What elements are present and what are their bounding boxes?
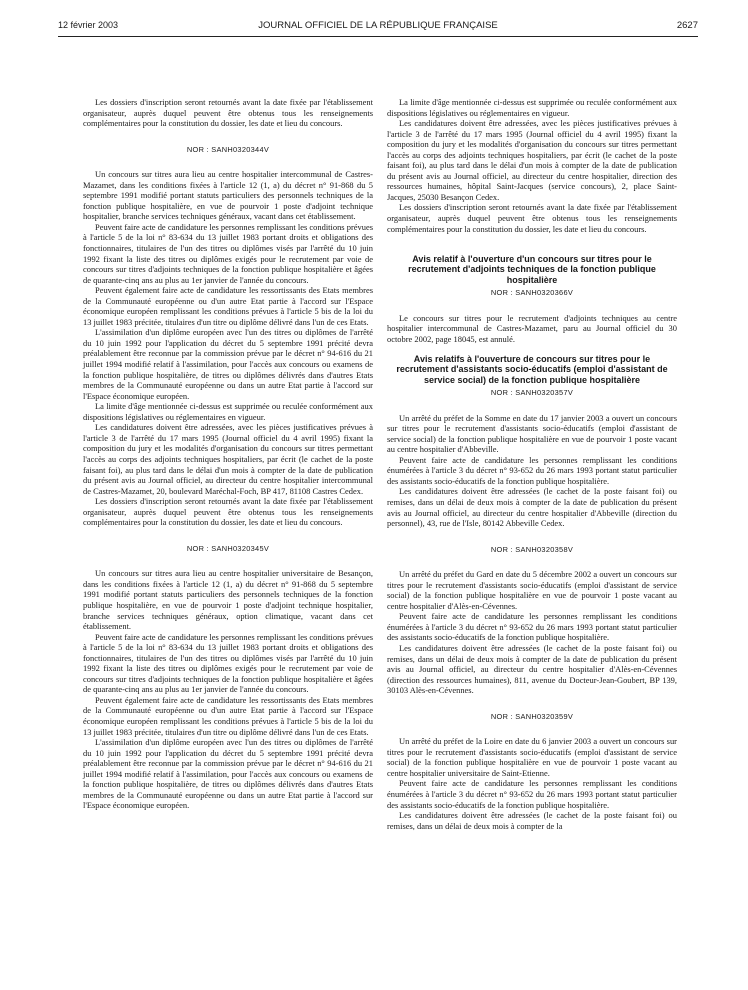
nor-reference: NOR : SANH0320366V	[490, 288, 574, 297]
paragraph: Peuvent également faire acte de candidature les ressortissants des Etats membres de la Communauté européenne ou d'un autre Etat partie à l'accord sur l'Espace économique européen remplissant les conditions prévues à l'article 5 bis de la loi du 13 juillet 1983 précitée, titulaires d'un titre ou diplôme délivré dans l'un de ces Etats.	[83, 694, 373, 737]
paragraph: Peuvent faire acte de candidature les personnes remplissant les conditions énumérées à l'article 3 du décret n° 93-652 du 26 mars 1993 portant statut particulier des assistants socio-éducatifs de la fonction publique hospitalière.	[387, 611, 677, 643]
paragraph: L'assimilation d'un diplôme européen avec l'un des titres ou diplômes de l'arrêté du 10 juin 1992 pour l'application du décret du 5 septembre 1991 précité devra préalablement être reconnue par la commission prévue par le décret n° 94-616 du 21 juillet 1994 modifié relatif à l'assimilation, pour l'accès aux concours ou examens de la fonction publique hospitalière, de titres ou diplômes délivrés dans d'autres Etats membres de la Communauté européenne ou dans un autre Etat partie à l'accord sur l'Espace économique européen.	[83, 327, 373, 401]
paragraph: Un concours sur titres aura lieu au centre hospitalier universitaire de Besançon, dans les conditions fixées à l'article 12 (1, a) du décret n° 91-868 du 5 septembre 1991 modifié portant statuts particuliers des personnels techniques de la fonction publique hospitalière, en vue de pourvoir 1 poste d'adjoint technique hospitalier, branche services techniques généraux, option climatique, vacant dans cet établissement.	[83, 568, 373, 632]
paragraph: Peuvent faire acte de candidature les personnes remplissant les conditions énumérées à l'article 3 du décret n° 93-652 du 26 mars 1993 portant statut particulier des assistants socio-éducatifs de la fonction publique hospitalière.	[387, 778, 677, 810]
left-column	[83, 97, 373, 811]
paragraph: Un arrêté du préfet de la Somme en date du 17 janvier 2003 a ouvert un concours sur titres pour le recrutement d'assistants socio-éducatifs (emploi d'assistant de service social) de la fonction publique hospitalière en vue de pourvoir 1 poste vacant au centre hospitalier d'Abbeville.	[387, 412, 677, 455]
nor-reference: NOR : SANH0320357V	[490, 388, 574, 398]
nor-reference: NOR : SANH0320358V	[490, 544, 574, 554]
notice-heading: Avis relatif à l'ouverture d'un concours sur titres pour le recrutement d'adjoints techniques de la fonction publique hospitalière	[408, 254, 656, 285]
nor-reference: NOR : SANH0320359V	[490, 711, 574, 721]
paragraph: La limite d'âge mentionnée ci-dessus est supprimée ou reculée conformément aux dispositions législatives ou réglementaires en vigueur.	[83, 401, 373, 422]
paragraph: Les candidatures doivent être adressées, avec les pièces justificatives prévues à l'article 3 de l'arrêté du 17 mars 1995 (Journal officiel du 4 avril 1995) fixant la composition du jury et les modalités d'organisation du concours sur titres permettant l'accès au corps des adjoints techniques hospitaliers, par écrit (le cachet de la poste faisant foi), au plus tard dans le délai d'un mois à compter de la date de publication du présent avis au Journal officiel, au directeur du centre hospitalier, direction des ressources humaines, hôpital Saint-Jacques (service concours), 2, place Saint-Jacques, 25030 Besançon Cedex.	[387, 118, 677, 202]
header-page-number: 2627	[676, 20, 698, 31]
page-header	[58, 20, 698, 37]
paragraph: Peuvent également faire acte de candidature les ressortissants des Etats membres de la Communauté européenne ou d'un autre Etat partie à l'accord sur l'Espace économique européen remplissant les conditions prévues à l'article 5 bis de la loi du 13 juillet 1983 précitée, titulaires d'un titre ou diplôme délivré dans l'un de ces Etats.	[83, 285, 373, 327]
paragraph: Les dossiers d'inscription seront retournés avant la date fixée par l'établissement organisateur, auprès duquel peuvent être obtenus tous les renseignements complémentaires pour la constitution du dossier, les date et lieu du concours.	[387, 202, 677, 234]
paragraph: Les dossiers d'inscription seront retournés avant la date fixée par l'établissement organisateur, auprès duquel peuvent être obtenus tous les renseignements complémentaires pour la constitution du dossier, les date et lieu du concours.	[83, 496, 373, 528]
paragraph: Les candidatures doivent être adressées (le cachet de la poste faisant foi) ou remises, dans un délai de deux mois à compter de la	[387, 810, 677, 831]
paragraph: L'assimilation d'un diplôme européen avec l'un des titres ou diplômes de l'arrêté du 10 juin 1992 pour l'application du décret du 5 septembre 1991 précité devra préalablement être reconnue par la commission prévue par le décret n° 94-616 du 21 juillet 1994 modifié relatif à l'assimilation, pour l'accès aux concours ou examens de la fonction publique hospitalière, de titres ou diplômes délivrés dans d'autres Etats membres de la Communauté européenne ou dans un autre Etat partie à l'accord sur l'Espace économique européen.	[83, 737, 373, 811]
paragraph: Un concours sur titres aura lieu au centre hospitalier intercommunal de Castres-Mazamet, dans les conditions fixées à l'article 12 (1, a) du décret n° 91-868 du 5 septembre 1991 modifié portant statuts particuliers des personnels techniques de la fonction publique hospitalière, en vue de pourvoir 1 poste d'adjoint technique hospitalier, branche services techniques généraux, vacant dans cet établissement.	[83, 169, 373, 222]
paragraph: Un arrêté du préfet du Gard en date du 5 décembre 2002 a ouvert un concours sur titres pour le recrutement d'assistants socio-éducatifs (emploi d'assistant de service social) de la fonction publique hospitalière en vue de pourvoir 1 poste vacant au centre hospitalier d'Alès-en-Cévennes.	[387, 569, 677, 611]
paragraph: Les candidatures doivent être adressées (le cachet de la poste faisant foi) ou remises, dans un délai de deux mois à compter de la date de publication du présent avis au Journal officiel, au directeur du centre hospitalier d'Abbeville (direction du personnel), 43, rue de l'Isle, 80142 Abbeville Cedex.	[387, 486, 677, 529]
nor-reference: NOR : SANH0320344V	[186, 144, 270, 154]
paragraph: Peuvent faire acte de candidature les personnes remplissant les conditions prévues à l'article 5 de la loi n° 83-634 du 13 juillet 1983 portant droits et obligations des fonctionnaires, titulaires de l'un des titres ou diplômes visés par l'arrêté du 10 juin 1992 fixant la liste des titres ou diplômes exigés pour le recrutement par voie de concours sur titres d'adjoints techniques de la fonction publique hospitalière et âgées de quarante-cinq ans au plus au 1er janvier de l'année du concours.	[83, 631, 373, 695]
paragraph: Peuvent faire acte de candidature les personnes remplissant les conditions énumérées à l'article 3 du décret n° 93-652 du 26 mars 1993 portant statut particulier des assistants socio-éducatifs de la fonction publique hospitalière.	[387, 454, 677, 486]
nor-reference: NOR : SANH0320345V	[186, 543, 270, 553]
header-date: 12 février 2003	[58, 20, 119, 30]
notice-heading: Avis relatifs à l'ouverture de concours sur titres pour le recrutement d'assistants socio-éducatifs (emploi d'assistant de service social) de la fonction publique hospitalière	[396, 354, 668, 385]
right-column	[387, 97, 677, 831]
paragraph: La limite d'âge mentionnée ci-dessus est supprimée ou reculée conformément aux dispositions législatives ou réglementaires en vigueur.	[387, 97, 677, 118]
paragraph: Les candidatures doivent être adressées, avec les pièces justificatives prévues à l'article 3 de l'arrêté du 17 mars 1995 (Journal officiel du 4 avril 1995) fixant la composition du jury et les modalités d'organisation du concours sur titres permettant l'accès au corps des adjoints techniques hospitaliers, par écrit (le cachet de la poste faisant foi), au plus tard dans le délai d'un mois à compter de la date de publication du présent avis au Journal officiel, au directeur du centre hospitalier intercommunal de Castres-Mazamet, 20, boulevard Maréchal-Foch, BP 417, 81108 Castres Cedex.	[83, 422, 373, 496]
paragraph: Les candidatures doivent être adressées (le cachet de la poste faisant foi) ou remises, dans un délai de deux mois à compter de la date de publication du présent avis au Journal officiel, au directeur du centre hospitalier d'Alès-en-Cévennes (direction des ressources humaines), 811, avenue du Docteur-Jean-Goubert, BP 139, 30103 Alès-en-Cévennes.	[387, 643, 677, 696]
paragraph: Un arrêté du préfet de la Loire en date du 6 janvier 2003 a ouvert un concours sur titres pour le recrutement d'assistants socio-éducatifs (emploi d'assistant de service social) de la fonction publique hospitalière en vue de pourvoir 1 poste vacant au centre hospitalier universitaire de Saint-Etienne.	[387, 736, 677, 778]
paragraph: Le concours sur titres pour le recrutement d'adjoints techniques au centre hospitalier intercommunal de Castres-Mazamet, paru au Journal officiel du 30 octobre 2002, page 18045, est annulé.	[387, 312, 677, 344]
paragraph: Les dossiers d'inscription seront retournés avant la date fixée par l'établissement organisateur, auprès duquel peuvent être obtenus tous les renseignements complémentaires pour la constitution du dossier, les date et lieu du concours.	[83, 97, 373, 129]
header-journal-title: JOURNAL OFFICIEL DE LA RÉPUBLIQUE FRANÇAISE	[258, 20, 498, 31]
paragraph: Peuvent faire acte de candidature les personnes remplissant les conditions prévues à l'article 5 de la loi n° 83-634 du 13 juillet 1983 portant droits et obligations des fonctionnaires, titulaires de l'un des titres ou diplômes visés par l'arrêté du 10 juin 1992 fixant la liste des titres ou diplômes exigés pour le recrutement par voie de concours sur titres d'adjoints techniques de la fonction publique hospitalière et âgées de quarante-cinq ans au plus au 1er janvier de l'année du concours.	[83, 221, 373, 285]
